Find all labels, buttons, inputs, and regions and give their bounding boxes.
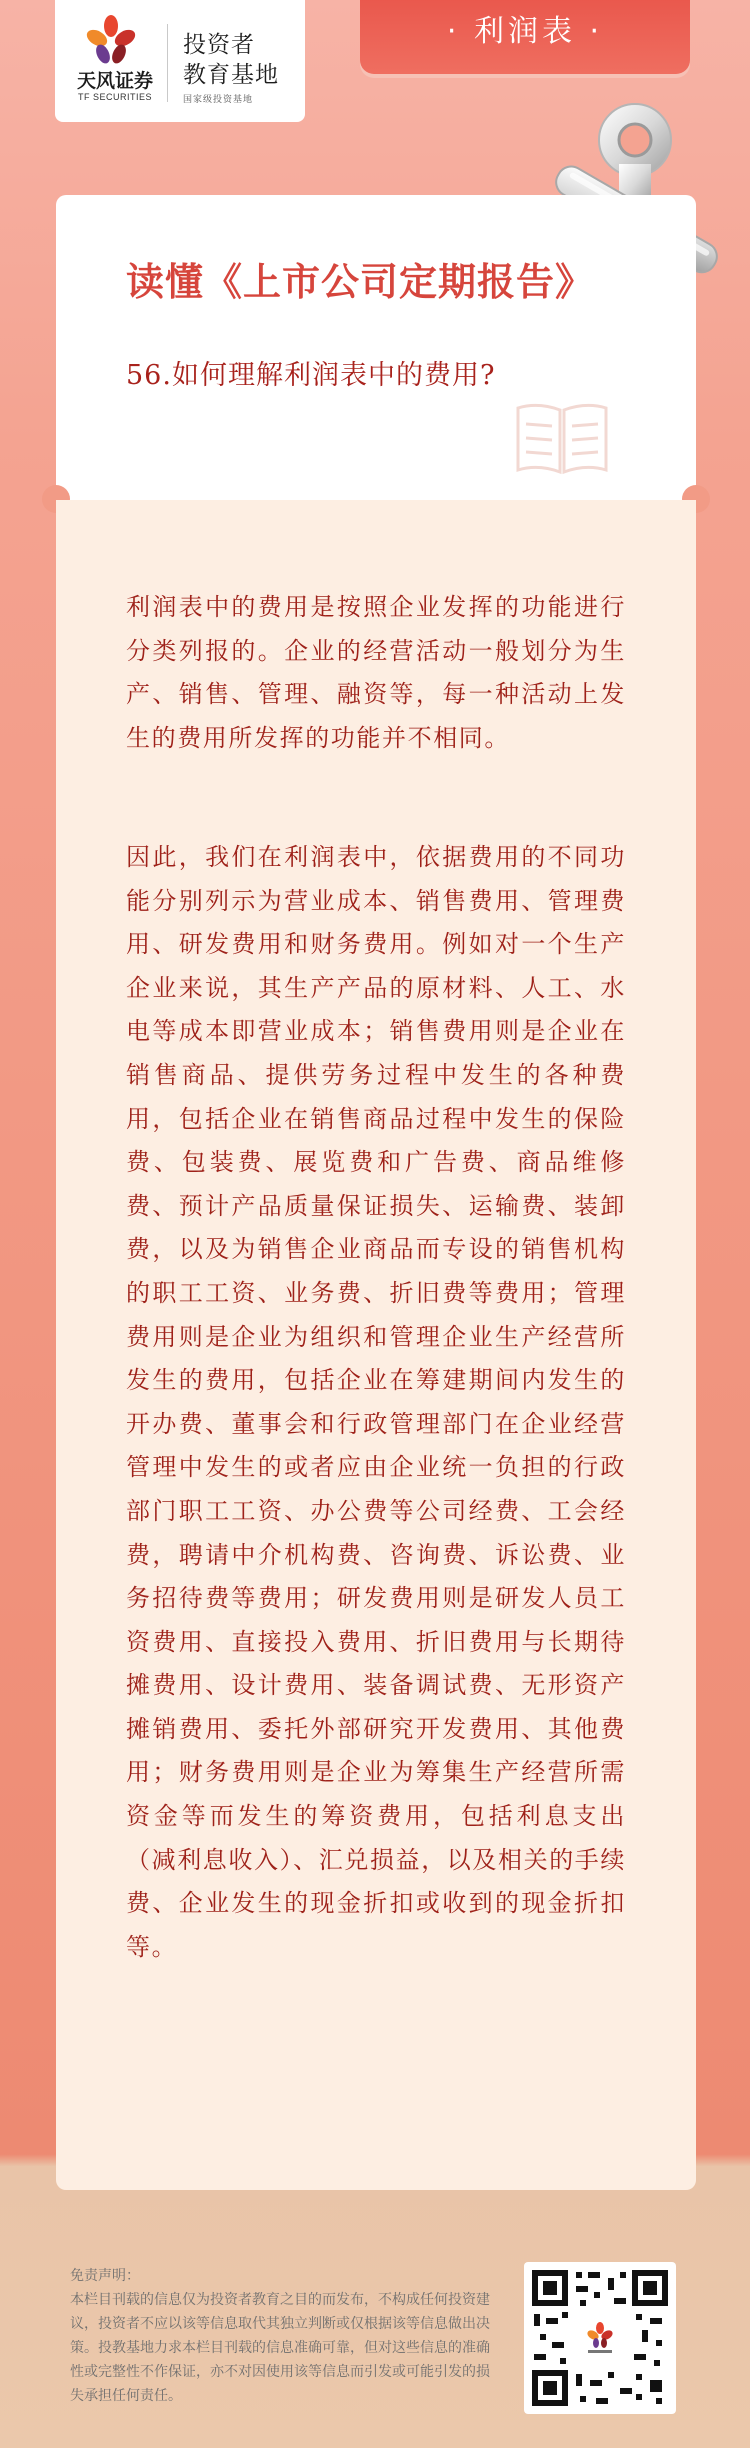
topic-tab [360,0,690,74]
topic-label: · 利润表 · [446,14,604,49]
logo-panel [55,0,305,122]
brand-subtitle: TF SECURITIES [77,92,152,102]
qr-code-icon [532,2270,668,2406]
education-base-line2: 教育基地 [183,61,279,87]
education-base-subtitle: 国家级投资基地 [183,94,254,104]
content-card [56,500,696,2190]
paragraph-detail: 因此，我们在利润表中，依据费用的不同功能分别列示为营业成本、销售费用、管理费用、研发费用和财务费用。例如对一个生产企业来说，其生产产品的原材料、人工、水电等成本即营业成本；销售费用则是企业在销售商品、提供劳务过程中发生的各种费用，包括企业在销售商品过程中发生的保险费、包装费、展览费和广告费、商品维修费、预计产品质量保证损失、运输费、装卸费，以及为销售企业商品而专设的销售机构的职工工资、业务费、折旧费等费用；管理费用则是企业为组织和管理企业生产经营所发生的费用，包括企业在筹建期间内发生的开办费、董事会和行政管理部门在企业经营管理中发生的或者应由企业统一负担的行政部门职工工资、办公费等公司经费、工会经费，聘请中介机构费、咨询费、诉讼费、业务招待费等费用；研发费用则是研发人员工资费用、直接投入费用、折旧费用与长期待摊费用、设计费用、装备调试费、无形资产摊销费用、委托外部研究开发费用、其他费用；财务费用则是企业为筹集生产经营所需资金等而发生的筹资费用，包括利息支出（减利息收入）、汇兑损益，以及相关的手续费、企业发生的现金折扣或收到的现金折扣等。 [126,843,626,1961]
tf-logo-icon [83,14,139,70]
education-base-line1: 投资者 [183,31,255,57]
series-title: 读懂《上市公司定期报告》 [126,260,595,304]
disclaimer-text: 本栏目刊载的信息仅为投资者教育之目的而发布，不构成任何投资建议，投资者不应以该等信息取代其独立判断或仅根据该等信息做出决策。投教基地力求本栏目刊载的信息准确可靠，但对这些信息的准确性或完整性不作保证，亦不对因使用该等信息而引发或可能引发的损失承担任何责任。 [70,2292,490,2404]
question-title: 56.如何理解利润表中的费用? [126,360,496,391]
brand-name: 天风证券 [76,71,153,92]
paragraph-intro: 利润表中的费用是按照企业发挥的功能进行分类列报的。企业的经营活动一般划分为生产、销售、管理、融资等，每一种活动上发生的费用所发挥的功能并不相同。 [126,593,626,752]
logo-divider [167,24,168,102]
title-card [56,195,696,500]
disclaimer-title: 免责声明： [70,2268,140,2284]
disclaimer [70,2264,502,2408]
qr-code[interactable] [524,2262,676,2414]
book-icon [514,400,610,476]
